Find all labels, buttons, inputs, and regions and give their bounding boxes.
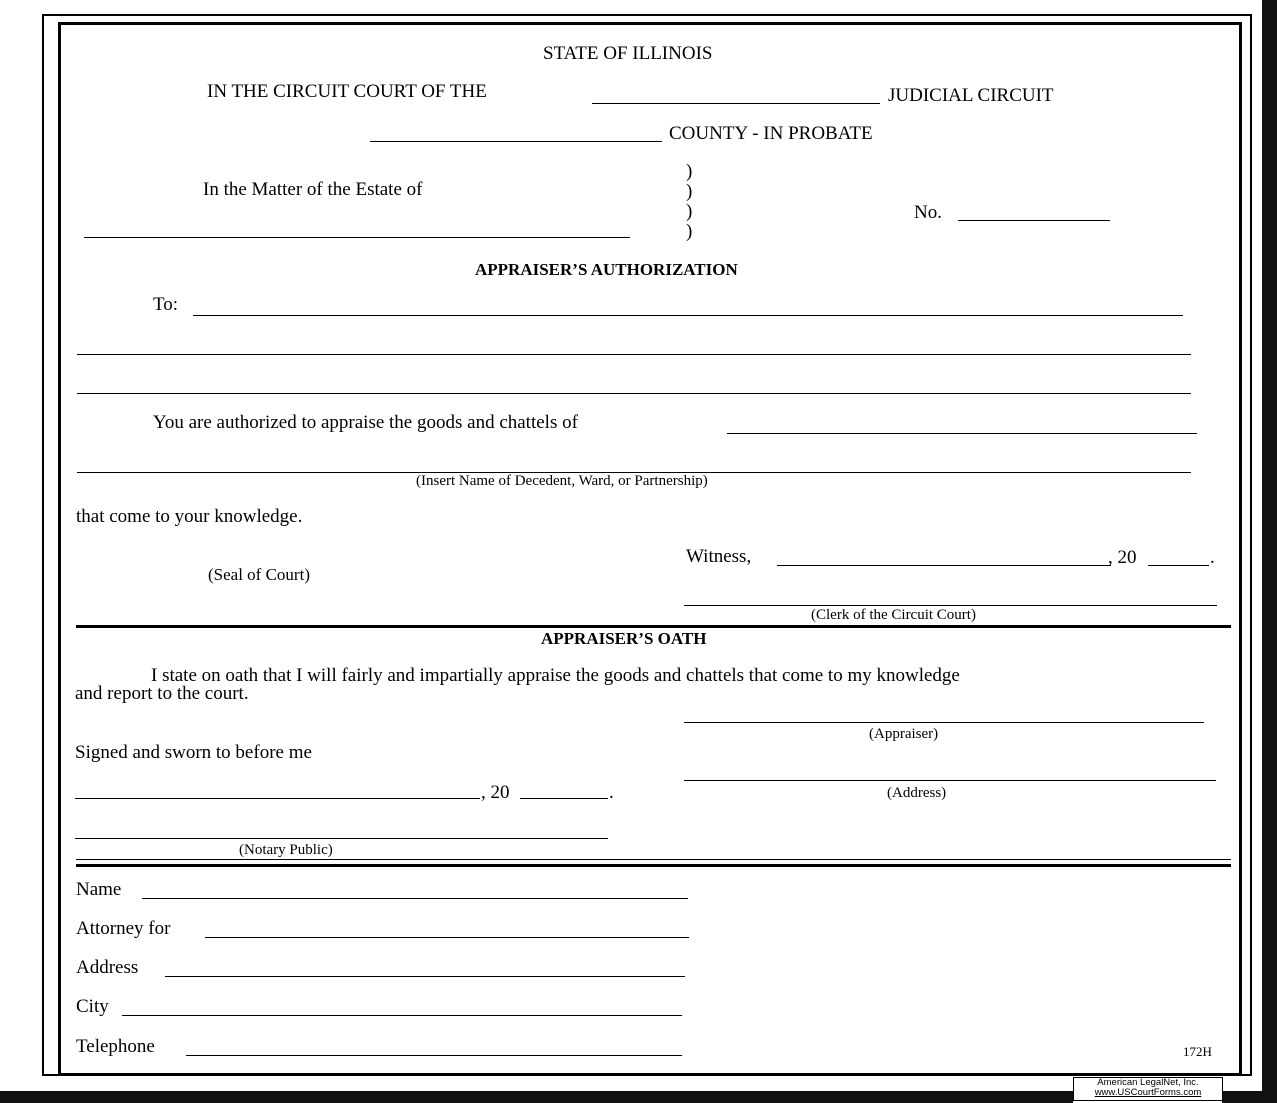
- attorney-city-line: [122, 1015, 682, 1016]
- attorney-address-input[interactable]: [165, 954, 689, 978]
- publisher-stamp: [1073, 1077, 1223, 1101]
- paren-3: ): [686, 201, 693, 222]
- witness-year-input[interactable]: [1148, 543, 1213, 567]
- to-line: [193, 315, 1183, 316]
- authorization-body: You are authorized to appraise the goods and chattels of: [153, 412, 578, 433]
- witness-period: .: [1210, 547, 1215, 568]
- scan-edge-right: [1262, 0, 1277, 1103]
- section-divider-top: [76, 625, 1231, 628]
- publisher-url[interactable]: www.USCourtForms.com: [1094, 1087, 1202, 1098]
- sworn-year-line: [520, 798, 608, 799]
- to-label: To:: [153, 294, 179, 315]
- sworn-date-line: [75, 798, 480, 799]
- decedent-caption: (Insert Name of Decedent, Ward, or Partnership): [416, 473, 708, 489]
- attorney-for-label: Attorney for: [76, 918, 171, 939]
- estate-name-input[interactable]: [84, 214, 634, 238]
- to-line-3: [77, 393, 1191, 394]
- attorney-city-label: City: [76, 996, 109, 1017]
- attorney-telephone-line: [186, 1055, 682, 1056]
- appraiser-signature-input[interactable]: [684, 700, 1208, 724]
- to-line-2: [77, 354, 1191, 355]
- paren-4: ): [686, 221, 693, 242]
- attorney-name-label: Name: [76, 879, 122, 900]
- clerk-signature-line: [684, 605, 1217, 606]
- to-input[interactable]: [193, 292, 1187, 316]
- attorney-address-label: Address: [76, 957, 139, 978]
- witness-date-line: [777, 565, 1111, 566]
- number-label: No.: [914, 202, 942, 223]
- appraiser-caption: (Appraiser): [869, 726, 939, 742]
- case-number-line: [958, 220, 1110, 221]
- circuit-suffix: JUDICIAL CIRCUIT: [888, 85, 1054, 106]
- appraiser-address-input[interactable]: [684, 758, 1220, 782]
- sworn-date-input[interactable]: [75, 776, 484, 800]
- sworn-period: .: [609, 782, 614, 803]
- to-input-3[interactable]: [77, 371, 1195, 395]
- oath-body-line-2: and report to the court.: [75, 683, 249, 704]
- scan-edge-bottom: [0, 1091, 1073, 1103]
- witness-label: Witness,: [686, 546, 752, 567]
- authorization-title: APPRAISER’S AUTHORIZATION: [475, 260, 738, 279]
- section-divider-bottom-a: [76, 859, 1231, 860]
- judicial-circuit-line: [592, 103, 880, 104]
- publisher-name: American LegalNet, Inc.: [1097, 1077, 1199, 1088]
- witness-date-input[interactable]: [777, 543, 1115, 567]
- attorney-telephone-label: Telephone: [76, 1036, 155, 1057]
- clerk-signature-input[interactable]: [684, 583, 1221, 607]
- sworn-year-prefix: , 20: [481, 782, 510, 803]
- attorney-for-input[interactable]: [205, 915, 693, 939]
- appraiser-address-line: [684, 780, 1216, 781]
- notary-signature-input[interactable]: [75, 816, 612, 840]
- attorney-name-input[interactable]: [142, 876, 692, 900]
- estate-label: In the Matter of the Estate of: [203, 179, 423, 200]
- witness-year-prefix: , 20: [1108, 547, 1137, 568]
- witness-year-line: [1148, 565, 1209, 566]
- oath-body-line-1: I state on oath that I will fairly and impartially appraise the goods and chattels that come to my knowledge: [151, 665, 960, 686]
- attorney-for-line: [205, 937, 689, 938]
- county-suffix: COUNTY - IN PROBATE: [669, 123, 873, 144]
- signed-sworn-label: Signed and sworn to before me: [75, 742, 312, 763]
- clerk-caption: (Clerk of the Circuit Court): [811, 607, 976, 623]
- scan-edge-bottom-right: [1222, 1091, 1277, 1103]
- paren-2: ): [686, 181, 693, 202]
- chattels-of-line: [727, 433, 1197, 434]
- case-number-input[interactable]: [958, 198, 1114, 222]
- decedent-name-input[interactable]: [77, 450, 1195, 474]
- county-line: [370, 141, 662, 142]
- seal-of-court: (Seal of Court): [208, 565, 310, 584]
- appraiser-signature-line: [684, 722, 1204, 723]
- section-divider-bottom-b: [76, 864, 1231, 867]
- to-input-2[interactable]: [77, 332, 1195, 356]
- attorney-address-line: [165, 976, 685, 977]
- attorney-name-line: [142, 898, 688, 899]
- oath-title: APPRAISER’S OATH: [541, 629, 707, 648]
- notary-caption: (Notary Public): [239, 842, 333, 858]
- sworn-year-input[interactable]: [520, 776, 614, 803]
- notary-signature-line: [75, 838, 608, 839]
- attorney-telephone-input[interactable]: [186, 1033, 686, 1057]
- authorization-closing: that come to your knowledge.: [76, 506, 303, 527]
- paren-1: ): [686, 161, 693, 182]
- attorney-city-input[interactable]: [122, 993, 686, 1017]
- estate-name-line: [84, 237, 630, 238]
- county-input[interactable]: [370, 118, 666, 142]
- state-heading: STATE OF ILLINOIS: [543, 43, 713, 64]
- judicial-circuit-input[interactable]: [592, 80, 884, 104]
- court-prefix: IN THE CIRCUIT COURT OF THE: [207, 81, 487, 102]
- address-caption: (Address): [887, 785, 947, 801]
- chattels-of-input[interactable]: [727, 411, 1201, 435]
- form-number: 172H: [1183, 1044, 1212, 1059]
